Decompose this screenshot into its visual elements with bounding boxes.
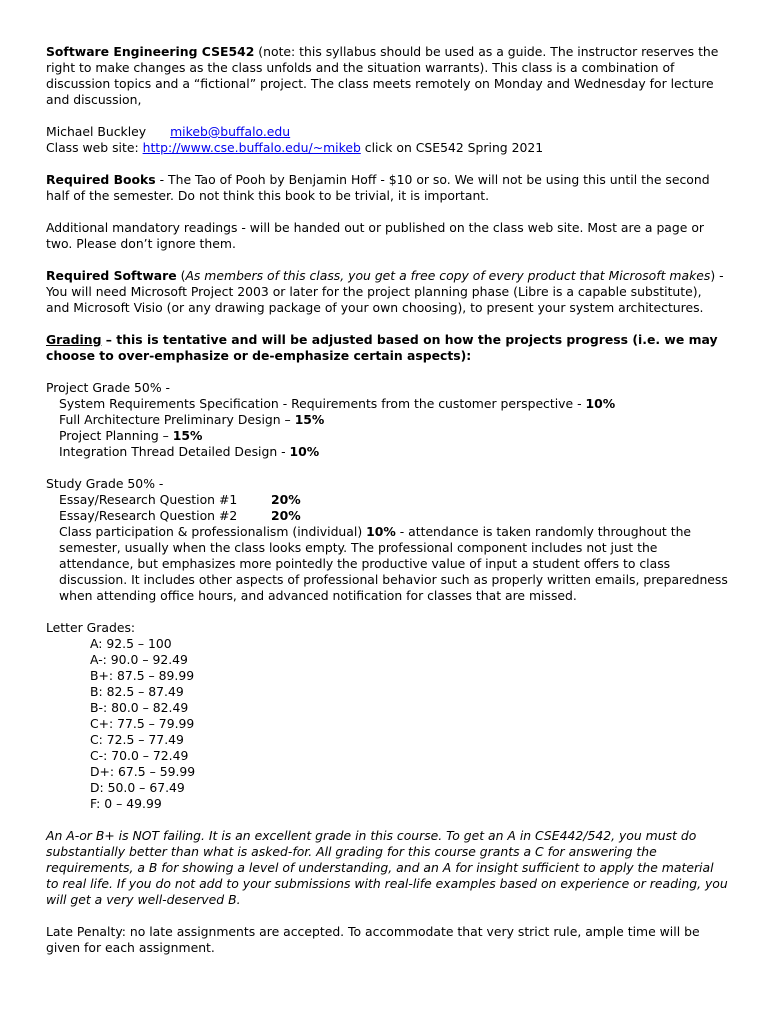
letter-grade-row: C+: 77.5 – 79.99 [90, 716, 195, 731]
course-title: Software Engineering CSE542 [46, 44, 255, 59]
project-grade-item: System Requirements Specification - Requirements from the customer perspective - 10% [59, 396, 616, 411]
required-software-text: - You will need Microsoft Project 2003 or later for the project planning phase (Libre is a capable substitute), and Microsoft Visio (or any drawing package of your own choosing), to present your system architectures. [46, 268, 724, 315]
grading-note: An A-or B+ is NOT failing. It is an excellent grade in this course. To get an A in CSE442/542, you must do substantially better than what is asked-for. All grading for this course grants a C for answering the requirements, a B for showing a level of understanding, and an A for insight sufficient to apply the material to real life. If you do not add to your submissions with real-life examples based on experience or reading, you will get a very well-deserved B. [46, 828, 728, 907]
participation-item: Class participation & professionalism (individual) 10% - attendance is taken randomly throughout the semester, usually when the class looks empty. The professional component includes not just the attendance, but emphasizes more pointedly the productive value of input a student offers to class discussion. It includes other aspects of professional behavior such as properly written emails, preparedness when attending office hours, and advanced notification for classes that are missed. [59, 524, 728, 603]
letter-grade-row: F: 0 – 49.99 [90, 796, 162, 811]
website-suffix: click on CSE542 Spring 2021 [360, 140, 544, 155]
intro-paragraph [46, 44, 728, 108]
essay-question-2: Essay/Research Question #2 20% [59, 508, 301, 523]
required-books-paragraph [46, 172, 728, 204]
required-software-paragraph: Required Software (As members of this class, you get a free copy of every product that Microsoft makes) - You will need Microsoft Project 2003 or later for the project planning phase (Libre is a capable substitute), and Microsoft Visio (or any drawing package of your own choosing), to present your system architectures. [46, 268, 724, 315]
contact-block [46, 124, 728, 156]
letter-grade-row: A-: 90.0 – 92.49 [90, 652, 188, 667]
letter-grade-row: B-: 80.0 – 82.49 [90, 700, 189, 715]
letter-grade-row: D: 50.0 – 67.49 [90, 780, 185, 795]
letter-grade-row: C-: 70.0 – 72.49 [90, 748, 189, 763]
project-grade-item: Full Architecture Preliminary Design – 15% [59, 412, 325, 427]
letter-grades-title: Letter Grades: [46, 620, 136, 635]
instructor-name: Michael Buckley [46, 124, 147, 139]
required-books-text: - The Tao of Pooh by Benjamin Hoff - $10 or so. We will not be using this until the second half of the semester. Do not think this book to be trivial, it is important. [46, 172, 710, 203]
letter-grades-section [46, 620, 728, 812]
grading-heading [46, 332, 728, 364]
project-grade-item: Integration Thread Detailed Design - 10% [59, 444, 320, 459]
late-penalty-paragraph: Late Penalty: no late assignments are accepted. To accommodate that very strict rule, ample time will be given for each assignment. [46, 924, 700, 955]
grading-label: Grading [46, 332, 102, 347]
letter-grade-row: B+: 87.5 – 89.99 [90, 668, 195, 683]
instructor-email-link[interactable]: mikeb@buffalo.edu [170, 124, 291, 139]
study-grade-title: Study Grade 50% - [46, 476, 164, 491]
letter-grade-row: D+: 67.5 – 59.99 [90, 764, 196, 779]
readings-paragraph: Additional mandatory readings - will be handed out or published on the class web site. Most are a page or two. Please don’t ignore them. [46, 220, 705, 251]
essay-question-1: Essay/Research Question #1 20% [59, 492, 301, 507]
grading-text: – this is tentative and will be adjusted based on how the projects progress (i.e. we may choose to over-emphasize or de-emphasize certain aspects): [46, 332, 718, 363]
project-grade-title: Project Grade 50% - [46, 380, 170, 395]
project-grade-section [46, 380, 728, 460]
letter-grade-row: C: 72.5 – 77.49 [90, 732, 184, 747]
required-books-label: Required Books [46, 172, 156, 187]
intro-text: (note: this syllabus should be used as a guide. The instructor reserves the right to make changes as the class unfolds and the situation warrants). This class is a combination of discussion topics and a “fictional” project. The class meets remotely on Monday and Wednesday for lecture and discussion, [46, 44, 719, 107]
study-grade-section [46, 476, 728, 604]
project-grade-item: Project Planning – 15% [59, 428, 203, 443]
letter-grade-row: A: 92.5 – 100 [90, 636, 172, 651]
required-software-label: Required Software [46, 268, 177, 283]
software-note: As members of this class, you get a free copy of every product that Microsoft makes [185, 268, 711, 283]
website-prefix: Class web site: [46, 140, 143, 155]
class-website-link[interactable]: http://www.cse.buffalo.edu/~mikeb [142, 140, 361, 155]
letter-grade-row: B: 82.5 – 87.49 [90, 684, 184, 699]
